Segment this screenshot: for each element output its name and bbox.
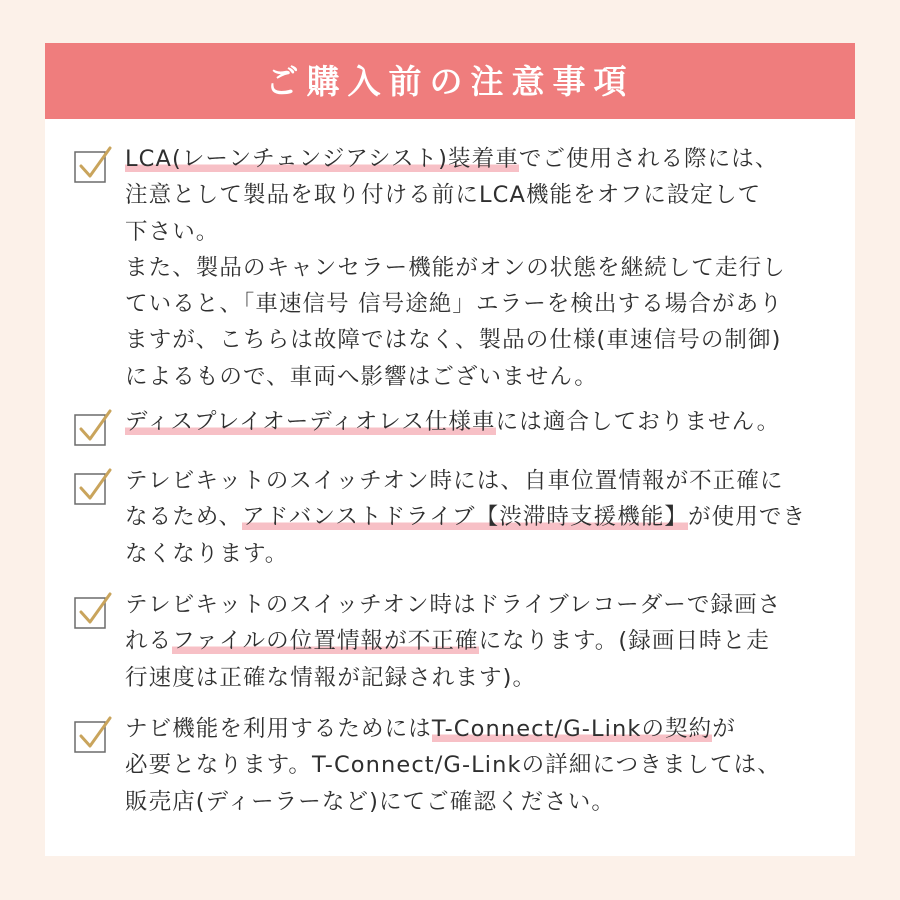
notice-line xyxy=(125,747,847,783)
notice-text xyxy=(125,711,847,820)
highlighted-text: T-Connect/G-Linkの契約 xyxy=(431,716,713,742)
checkbox-checkmark-icon xyxy=(73,716,113,756)
notice-text xyxy=(125,587,847,696)
highlighted-text: ディスプレイオーディオレス仕様車 xyxy=(125,409,496,435)
notice-line xyxy=(125,286,847,322)
notice-text xyxy=(125,463,847,572)
highlighted-text: ファイルの位置情報が不正確 xyxy=(172,628,479,655)
checkbox-checkmark-icon xyxy=(73,468,113,508)
notice-text-segment: 必要となります。T-Connect/G-Linkの詳細につきましては、 xyxy=(125,752,781,779)
notice-text-segment: 下さい。 xyxy=(125,218,220,245)
notice-line xyxy=(125,784,847,820)
notice-text-segment: には適合しておりません。 xyxy=(495,409,781,435)
notice-text-segment: が xyxy=(712,716,736,742)
notice-text-segment: テレビキットのスイッチオン時には、自車位置情報が不正確に xyxy=(125,468,784,494)
notice-line xyxy=(125,141,847,177)
notice-line xyxy=(125,587,847,623)
notice-text-segment: なくなります。 xyxy=(125,540,289,567)
notice-text-segment: でご使用される際には、 xyxy=(518,146,779,172)
checkbox-checkmark-icon xyxy=(73,592,113,632)
notice-text-segment: れる xyxy=(125,628,173,655)
notice-line xyxy=(125,623,847,659)
notice-text xyxy=(125,141,847,395)
notice-line xyxy=(125,250,847,286)
highlighted-text: アドバンストドライブ【渋滞時支援機能】 xyxy=(242,504,689,531)
notice-line xyxy=(125,214,847,250)
notice-text xyxy=(125,404,847,440)
notice-text-segment: ナビ機能を利用するためには xyxy=(125,716,432,742)
notice-text-segment: テレビキットのスイッチオン時はドライブレコーダーで録画さ xyxy=(125,592,782,618)
notice-line xyxy=(125,499,847,535)
notice-line xyxy=(125,463,847,499)
highlighted-text: LCA(レーンチェンジアシスト)装着車 xyxy=(125,146,519,172)
notice-text-segment: によるもので、車両へ影響はございません。 xyxy=(125,363,598,390)
notice-header-banner xyxy=(45,43,855,119)
checkbox-checkmark-icon xyxy=(73,409,113,449)
notice-line xyxy=(125,536,847,572)
notice-text-segment: ていると、「車速信号 信号途絶」エラーを検出する場合があり xyxy=(125,291,783,318)
notice-text-segment: ますが、こちらは故障ではなく、製品の仕様(車速信号の制御) xyxy=(125,327,782,354)
notice-text-segment: また、製品のキャンセラー機能がオンの状態を継続して走行し xyxy=(125,254,786,281)
notice-line xyxy=(125,660,847,696)
notice-text-segment: 行速度は正確な情報が記録されます)。 xyxy=(125,664,537,691)
notice-text-segment: なるため、 xyxy=(125,504,243,531)
notice-text-segment: になります。(録画日時と走 xyxy=(478,628,770,655)
notice-text-segment: が使用でき xyxy=(688,504,807,531)
notice-text-segment: 注意として製品を取り付ける前にLCA機能をオフに設定して xyxy=(125,182,762,209)
notice-line xyxy=(125,177,847,213)
notice-line xyxy=(125,404,847,440)
page-title: ご購入前の注意事項 xyxy=(265,61,635,101)
notice-line xyxy=(125,359,847,395)
notice-text-segment: 販売店(ディーラーなど)にてご確認ください。 xyxy=(125,788,615,815)
checkbox-checkmark-icon xyxy=(73,146,113,186)
notice-card xyxy=(45,119,855,856)
notice-line xyxy=(125,711,847,747)
notice-line xyxy=(125,322,847,358)
